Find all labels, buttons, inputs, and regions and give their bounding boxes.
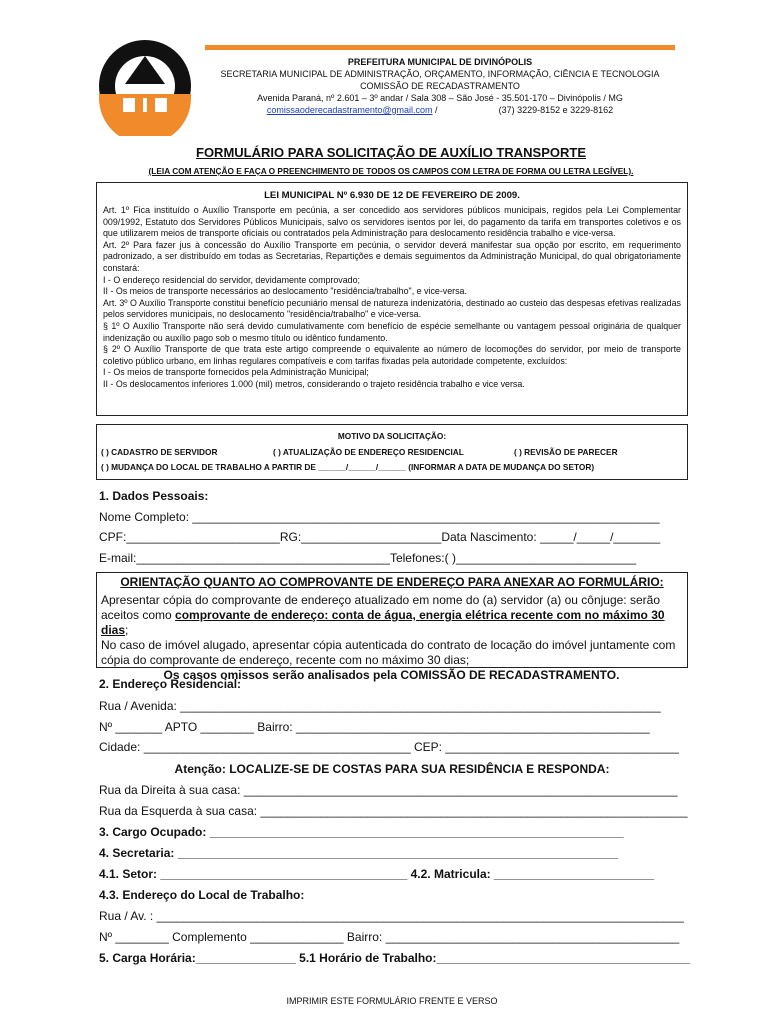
law-paragraph: II - Os meios de transporte necessários ao deslocamento "residência/trabalho", e vice-versa. <box>103 286 467 297</box>
header-contact <box>205 104 675 116</box>
orientacao-title: ORIENTAÇÃO QUANTO AO COMPROVANTE DE ENDEREÇO PARA ANEXAR AO FORMULÁRIO: <box>120 575 664 589</box>
footer-note: IMPRIMIR ESTE FORMULÁRIO FRENTE E VERSO <box>286 996 498 1006</box>
cidade-cep-field[interactable]: Cidade: ________________________________________ CEP: ___________________________________ <box>99 740 679 754</box>
prefeitura-logo <box>95 36 195 136</box>
rua-esquerda-field[interactable]: Rua da Esquerda à sua casa: ________________________________________________________________ <box>99 804 688 818</box>
option-revisao-parecer[interactable]: ( ) REVISÃO DE PARECER <box>514 447 618 457</box>
option-mudanca-local[interactable]: ( ) MUDANÇA DO LOCAL DE TRABALHO A PARTIR DE ______/______/______ (INFORMAR A DATA DE MUDANÇA DO SETOR) <box>101 462 595 472</box>
option-cadastro[interactable]: ( ) CADASTRO DE SERVIDOR <box>101 447 218 457</box>
cpf-rg-nascimento-field[interactable]: CPF:_______________________RG:_____________________Data Nascimento: _____/_____/_______ <box>99 530 661 544</box>
law-paragraph: Art. 3º O Auxílio Transporte constitui benefício pecuniário mensal de natureza indenizatória, destinado ao custeio das despesas efetivas realizadas pelos servidores municipais, no deslocamento "residência/trabalho" e vice-versa. <box>103 297 681 320</box>
orientacao-highlight: comprovante de endereço: conta de água, energia elétrica recente com no máximo 30 dias <box>101 608 665 637</box>
email-telefone-field[interactable]: E-mail:______________________________________Telefones:( )___________________________ <box>99 551 637 565</box>
law-paragraph: Art. 2º Para fazer jus à concessão do Auxílio Transporte em pecúnia, o servidor deverá manifestar sua opção por escrito, em requerimento padronizado, a ser distribuído em todas as Secretarias, Repartições e demais seguimentos da Administração Municipal, do qual obrigatoriamente constará: <box>103 239 681 273</box>
law-box <box>96 182 688 416</box>
local-trabalho-heading: 4.3. Endereço do Local de Trabalho: <box>99 888 305 902</box>
header-line-2: SECRETARIA MUNICIPAL DE ADMINISTRAÇÃO, ORÇAMENTO, INFORMAÇÃO, CIÊNCIA E TECNOLOGIA <box>220 69 660 79</box>
orientacao-text-3: Os casos omissos serão analisados pela COMISSÃO DE RECADASTRAMENTO. <box>163 668 620 682</box>
secretaria-field[interactable]: 4. Secretaria: __________________________________________________________________ <box>99 846 619 860</box>
orientacao-box <box>96 572 688 682</box>
numero-apto-bairro-field[interactable]: Nº _______ APTO ________ Bairro: _____________________________________________________ <box>99 720 650 734</box>
email-link[interactable]: comissaoderecadastramento@gmail.com <box>266 105 433 115</box>
header-address: Avenida Paraná, nº 2.601 – 3º andar / Sala 308 – São José - 35.501-170 – Divinópolis / MG <box>257 93 623 103</box>
local-rua-field[interactable]: Rua / Av. : _______________________________________________________________________________ <box>99 909 684 923</box>
law-paragraph: I - O endereço residencial do servidor, devidamente comprovado; <box>103 274 361 285</box>
cargo-field[interactable]: 3. Cargo Ocupado: ______________________________________________________________ <box>99 825 624 839</box>
law-paragraph: I - Os meios de transporte fornecidos pela Administração Municipal; <box>103 367 369 378</box>
law-paragraph: § 2º O Auxílio Transporte de que trata este artigo compreende o equivalente ao número de locomoções do servidor, por meio de transporte coletivo público urbano, em linhas regulares compatíveis e com tarifas fixadas pela autoridade competente, excluídos: <box>103 344 681 366</box>
atencao-notice: Atenção: LOCALIZE-SE DE COSTAS PARA SUA RESIDÊNCIA E RESPONDA: <box>174 762 610 776</box>
carga-horaria-field[interactable]: 5. Carga Horária:_______________ 5.1 Horário de Trabalho:______________________________________ <box>99 951 691 965</box>
setor-matricula-field[interactable]: 4.1. Setor: _____________________________________ 4.2. Matricula: ________________________ <box>99 867 655 881</box>
letterhead <box>205 56 675 116</box>
nome-field[interactable]: Nome Completo: ______________________________________________________________________ <box>99 510 660 524</box>
option-atualizacao-endereco[interactable]: ( ) ATUALIZAÇÃO DE ENDEREÇO RESIDENCIAL <box>273 447 464 457</box>
phone-numbers: (37) 3229-8152 e 3229-8162 <box>498 105 614 115</box>
email-separator: / <box>432 105 438 115</box>
law-paragraph: Art. 1º Fica instituído o Auxílio Transporte em pecúnia, a ser concedido aos servidores públicos municipais, regidos pela Lei Complementar 009/1992, Estatuto dos Servidores Públicos Municipais, salvo os servidores isentos por lei, do pagamento da tarifa em transportes coletivos e os que utilizarem meios de transporte oficiais ou contratados pela Administração para deslocamento residência trabalho e vice-versa. <box>103 205 681 239</box>
rua-direita-field[interactable]: Rua da Direita à sua casa: _________________________________________________________________ <box>99 783 678 797</box>
motivo-box <box>96 424 688 480</box>
law-text <box>97 201 687 391</box>
local-numero-complemento-field[interactable]: Nº ________ Complemento ______________ Bairro: ____________________________________________ <box>99 930 680 944</box>
form-title: FORMULÁRIO PARA SOLICITAÇÃO DE AUXÍLIO TRANSPORTE <box>196 145 586 160</box>
orientacao-text-1: Apresentar cópia do comprovante de endereço atualizado em nome do (a) servidor (a) ou cônjuge: serão aceitos como <box>101 593 660 622</box>
form-subtitle: (LEIA COM ATENÇÃO E FAÇA O PREENCHIMENTO DE TODOS OS CAMPOS COM LETRA DE FORMA OU LETRA LEGÍVEL). <box>148 166 634 176</box>
orientacao-text <box>97 589 687 683</box>
motivo-title: MOTIVO DA SOLICITAÇÃO: <box>337 431 447 441</box>
orientacao-punct: ; <box>125 623 129 637</box>
law-paragraph: II - Os deslocamentos inferiores 1.000 (mil) metros, considerando o trajeto residência trabalho e vice versa. <box>103 378 525 389</box>
endereco-heading: 2. Endereço Residencial: <box>99 677 242 691</box>
header-accent-bar <box>205 45 675 50</box>
rua-avenida-field[interactable]: Rua / Avenida: ________________________________________________________________________ <box>99 699 661 713</box>
dados-heading: 1. Dados Pessoais: <box>99 489 209 503</box>
header-line-3: COMISSÃO DE RECADASTRAMENTO <box>360 81 520 91</box>
orientacao-text-2: No caso de imóvel alugado, apresentar cópia autenticada do contrato de locação do imóvel juntamente com cópia do comprovante de endereço, recente com no máximo 30 dias; <box>101 638 676 667</box>
law-title: LEI MUNICIPAL Nº 6.930 DE 12 DE FEVEREIRO DE 2009. <box>264 190 520 201</box>
header-title: PREFEITURA MUNICIPAL DE DIVINÓPOLIS <box>347 57 533 67</box>
law-paragraph: § 1º O Auxílio Transporte não será devido cumulativamente com benefício de espécie semelhante ou vantagem pessoal originária de qualquer indenização ou auxílio pago sob o mesmo título ou idêntico fundamento. <box>103 320 681 343</box>
